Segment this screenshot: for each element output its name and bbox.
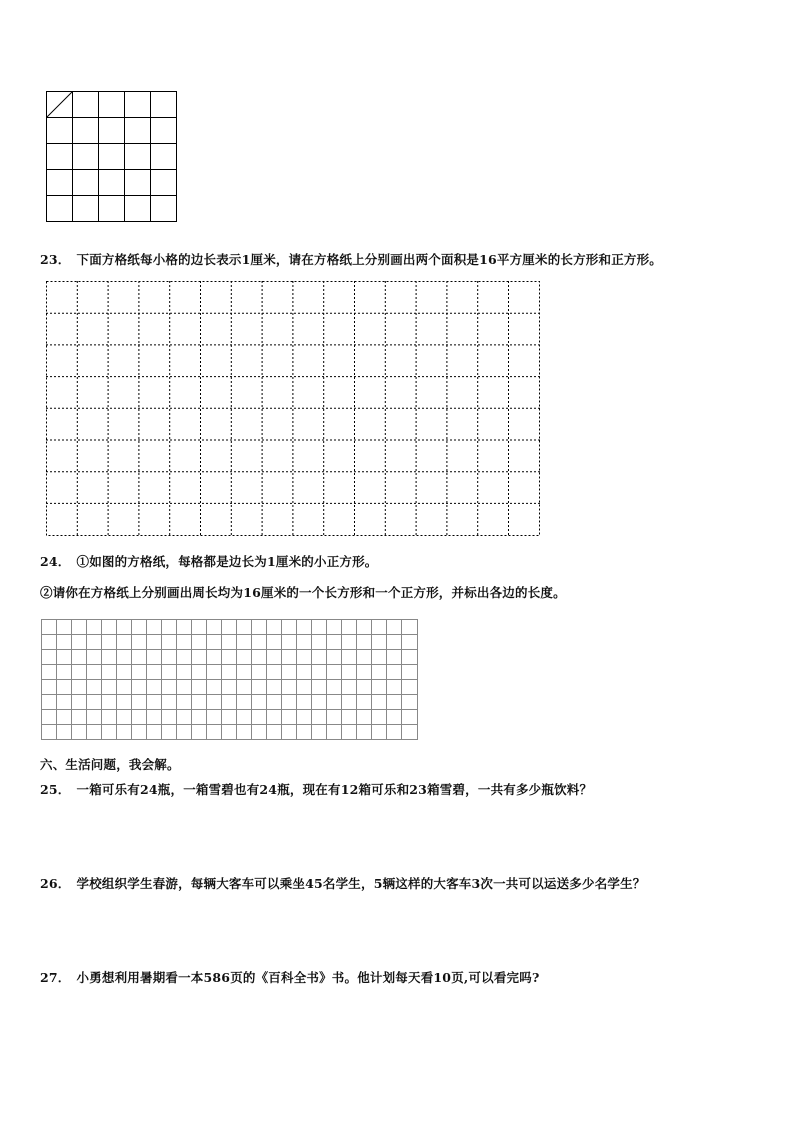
section-heading-text: 六、生活问题，我会解。	[40, 757, 180, 772]
question-25	[40, 780, 592, 798]
question-text: ②请你在方格纸上分别画出周长均为16厘米的一个长方形和一个正方形，并标出各边的长度。	[40, 585, 566, 600]
question-number: 27．	[40, 970, 71, 985]
question-number: 24．	[40, 554, 71, 569]
question-text: 小勇想利用暑期看一本586页的《百科全书》书。他计划每天看10页,可以看完吗?	[76, 970, 540, 985]
question-text: 一箱可乐有24瓶，一箱雪碧也有24瓶，现在有12箱可乐和23箱雪碧，一共有多少瓶饮料？	[76, 782, 593, 797]
question-text: ①如图的方格纸，每格都是边长为1厘米的小正方形。	[76, 554, 378, 569]
question-24-line-1	[40, 552, 378, 570]
question-27	[40, 968, 539, 986]
diagonal-line	[47, 92, 73, 118]
top-grid	[46, 91, 178, 223]
question-24-line-2	[40, 583, 566, 601]
question-number: 23．	[40, 252, 71, 267]
question-number: 25．	[40, 782, 71, 797]
fine-grid	[41, 619, 419, 741]
question-23	[40, 250, 662, 268]
dashed-grid	[46, 281, 541, 538]
question-26	[40, 874, 646, 892]
question-number: 26．	[40, 876, 71, 891]
section-heading	[40, 755, 180, 773]
question-text: 学校组织学生春游，每辆大客车可以乘坐45名学生，5辆这样的大客车3次一共可以运送多少名学生？	[76, 876, 646, 891]
question-text: 下面方格纸每小格的边长表示1厘米，请在方格纸上分别画出两个面积是16平方厘米的长方形和正方形。	[76, 252, 662, 267]
